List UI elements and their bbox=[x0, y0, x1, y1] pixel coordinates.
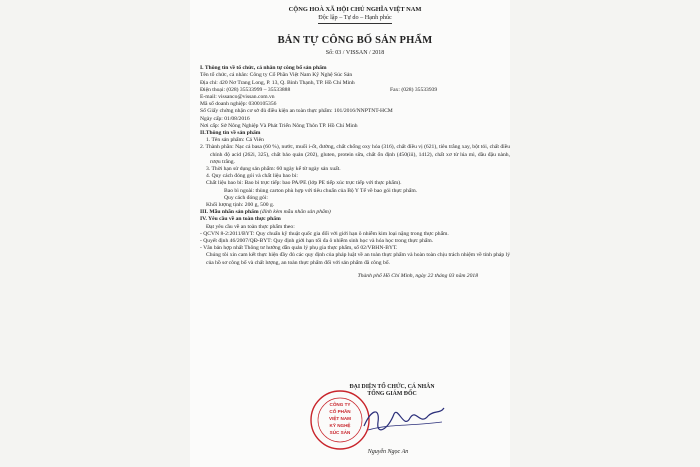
org-address: Địa chỉ: 420 Nơ Trang Long, P. 13, Q. Bình Thạnh, TP. Hồ Chí Minh bbox=[200, 79, 355, 86]
packaging-heading: 4. Quy cách đóng gói và chất liệu bao bì: bbox=[206, 173, 298, 180]
section-2-heading: II.Thông tin về sản phẩm bbox=[200, 130, 261, 137]
packaging-material: Chất liệu bao bì: Bao bì trực tiếp: bao PA/PE (lớp PE tiếp xúc trực tiếp với thực phẩm). bbox=[206, 180, 402, 187]
section-3-note: (đính kèm mẫu nhãn sản phẩm) bbox=[260, 209, 331, 216]
stamp-line-5: SÚC SẢN bbox=[329, 430, 351, 435]
representative-title: ĐẠI DIỆN TỔ CHỨC, CÁ NHÂN bbox=[349, 384, 435, 390]
motto: Độc lập – Tự do – Hạnh phúc bbox=[318, 14, 392, 24]
nation-heading: CỘNG HOÀ XÃ HỘI CHỦ NGHĨA VIỆT NAM bbox=[288, 6, 422, 13]
signer-name: Nguyễn Ngọc An bbox=[367, 449, 409, 455]
section-3-title: III. Mẫu nhãn sản phẩm bbox=[200, 209, 259, 216]
section-1-heading: I. Thông tin về tổ chức, cá nhân tự công bố sản phẩm bbox=[200, 65, 327, 72]
safety-standard-1: - QCVN 8-2:2011/BYT: Quy chuẩn kỹ thuật quốc gia đối với giới hạn ô nhiễm kim loại nặng trong thực phẩm. bbox=[200, 230, 449, 237]
org-email: E-mail: vissanco@vissan.com.vn bbox=[200, 94, 275, 101]
safety-standard-3: - Văn bản hợp nhất Thông tư hướng dẫn quản lý phụ gia thực phẩm, số 02/VBHN-BYT. bbox=[200, 245, 398, 252]
safety-certificate: Số Giấy chứng nhận cơ sở đủ điều kiện an toàn thực phẩm: 101/2016/NNPTNT-HCM bbox=[200, 108, 393, 115]
signature-stroke bbox=[364, 408, 444, 430]
document-number: Số: 03 / VISSAN / 2018 bbox=[325, 50, 385, 56]
certificate-issuer: Nơi cấp: Sở Nông Nghiệp Và Phát Triển Nông Thôn TP. Hồ Chí Minh bbox=[200, 122, 358, 129]
handwritten-signature bbox=[358, 400, 448, 440]
safety-intro: Đạt yêu cầu về an toàn thực phẩm theo: bbox=[206, 223, 295, 230]
document-title: BẢN TỰ CÔNG BỐ SẢN PHẨM bbox=[277, 35, 433, 46]
product-ingredients: 2. Thành phần: Nạc cá basa (60 %), nước, muối i-ốt, đường, chất chống oxy hóa (316), chất điều vị (621), tiêu trắng xay, bột tỏi, chất điều chỉnh độ acid (262i, 325), chất bảo quản (202), gluten, protein sữa, chất ổn định (450(iii), 1412), chất xơ từ lúa mì, dầu đậu nành, rượu trắng. bbox=[200, 144, 510, 165]
section-4-heading: IV. Yêu cầu về an toàn thực phẩm bbox=[200, 216, 281, 223]
product-shelf-life: 3. Thời hạn sử dụng sản phẩm: 60 ngày kể từ ngày sản xuất. bbox=[206, 166, 341, 173]
place-date: Thành phố Hồ Chí Minh, ngày 22 tháng 03 năm 2018 bbox=[357, 272, 478, 279]
certificate-date: Ngày cấp: 01/08/2016 bbox=[200, 115, 250, 122]
org-tax-code: Mã số doanh nghiệp: 0300105356 bbox=[200, 101, 277, 108]
stamp-line-1: CÔNG TY bbox=[329, 402, 351, 407]
packaging-spec: Quy cách đóng gói: bbox=[224, 194, 268, 201]
org-fax: Fax: (028) 35533939 bbox=[390, 86, 438, 93]
safety-standard-2: - Quyết định 46/2007/QĐ-BYT: Quy định giới hạn tối đa ô nhiễm sinh học và hóa học trong thực phẩm. bbox=[200, 238, 434, 245]
org-phone: Điện thoại: (028) 35533999 – 35533888 bbox=[200, 86, 291, 93]
stamp-line-3: VIỆT NAM bbox=[329, 416, 351, 421]
org-name: Tên tổ chức, cá nhân: Công ty Cổ Phần Việt Nam Kỹ Nghệ Súc Sản bbox=[200, 72, 353, 79]
net-weight: Khối lượng tịnh: 200 g, 500 g. bbox=[206, 202, 275, 209]
stamp-line-4: KỸ NGHỆ bbox=[329, 423, 351, 428]
stamp-line-2: CỔ PHẦN bbox=[329, 409, 351, 414]
contact-row bbox=[200, 87, 510, 94]
commitment-text: Chúng tôi xin cam kết thực hiện đầy đủ các quy định của pháp luật về an toàn thực phẩm và hoàn toàn chịu trách nhiệm về tính pháp lý của hồ sơ công bố và chất lượng, an toàn thực phẩm đối với sản phẩm đã công bố. bbox=[206, 252, 510, 266]
director-title: TỔNG GIÁM ĐỐC bbox=[367, 391, 417, 397]
packaging-outer: Bao bì ngoài: thùng carton phù hợp với tiêu chuẩn của Bộ Y Tế về bao gói thực phẩm. bbox=[224, 187, 418, 194]
product-name: 1. Tên sản phẩm: Cá Viên bbox=[206, 137, 264, 144]
document-body bbox=[200, 6, 510, 280]
